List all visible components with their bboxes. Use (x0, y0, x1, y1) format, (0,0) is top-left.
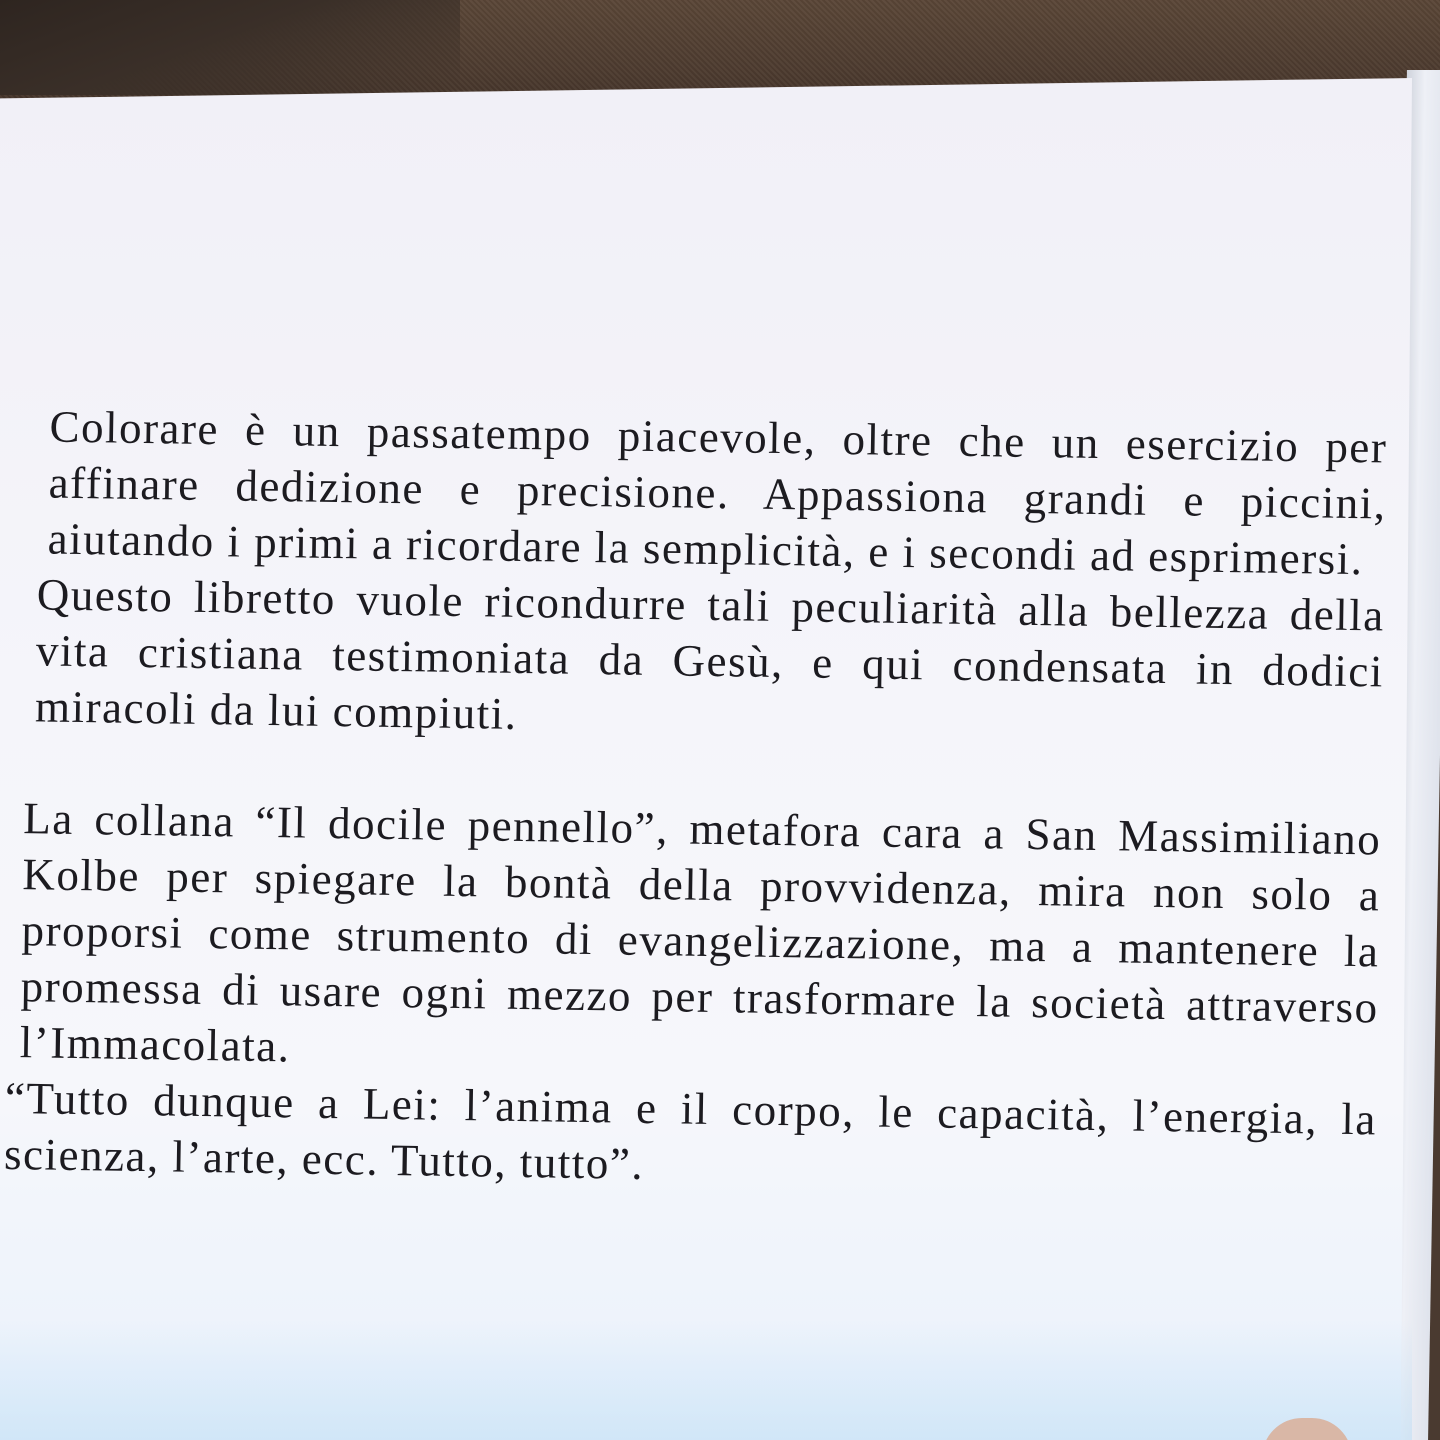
fabric-fold (0, 0, 460, 95)
paragraph-series: La collana “Il docile pennello”, metafora cara a San Massimiliano Kolbe per spiegare la bontà della provvidenza, mira non solo a proporsi come strumento di evangelizzazione, ma a mantenere la promessa di usare ogni mezzo per trasformare la società attraverso l’Immacolata. (19, 793, 1382, 1072)
page-bottom-shadow (0, 1320, 1412, 1440)
paragraph-coloring: Colorare è un passatempo piacevole, oltre che un esercizio per affinare dedizione e precisione. Appassiona grandi e piccini, aiutando i primi a ricordare la semplicità, e i secondi ad esprimersi. (47, 401, 1388, 585)
page-text (4, 398, 1388, 1203)
paragraph-booklet: Questo libretto vuole ricondurre tali peculiarità alla bellezza della vita cristiana testimoniata da Gesù, e qui condensata in dodici miracoli da lui compiuti. (34, 569, 1386, 739)
paragraph-quote: “Tutto dunque a Lei: l’anima e il corpo, le capacità, l’energia, la scienza, l’arte, ecc. Tutto, tutto”. (3, 1072, 1378, 1189)
